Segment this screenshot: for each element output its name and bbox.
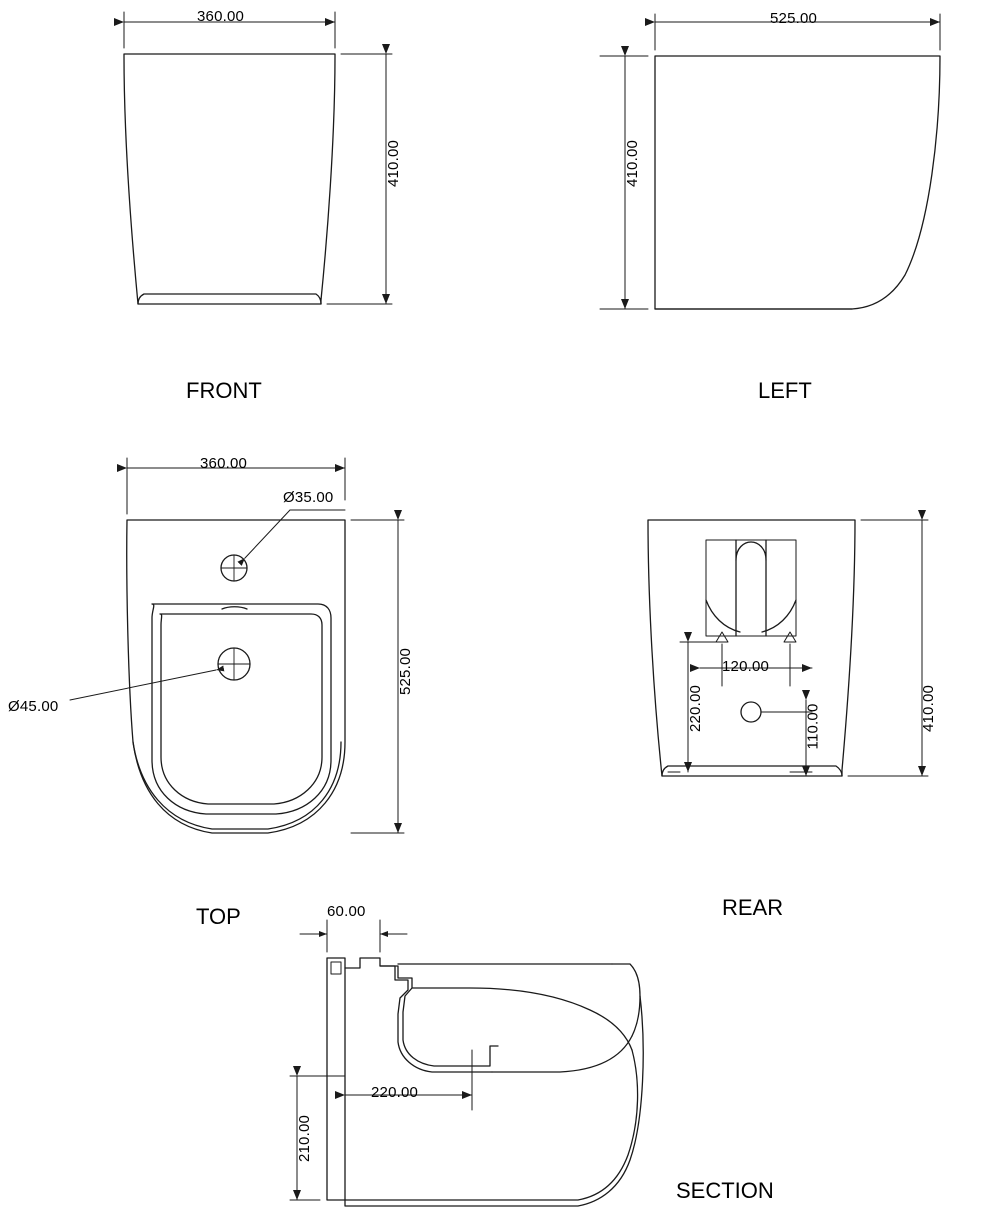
section-bowl-depth-label: 220.00 — [371, 1084, 419, 1101]
front-height-dimension — [327, 54, 392, 304]
view-label-top: TOP — [196, 904, 241, 929]
rear-view-outline — [648, 520, 855, 776]
section-view-outline — [327, 958, 643, 1206]
rear-height-dimension — [848, 520, 928, 776]
view-label-front: FRONT — [186, 378, 262, 403]
top-depth-dimension — [351, 520, 404, 833]
top-view-outline — [127, 520, 345, 833]
rear-fix-height-label: 220.00 — [687, 684, 705, 733]
rear-fixing-datums — [716, 632, 796, 642]
top-depth-label: 525.00 — [397, 647, 415, 696]
rear-fix-centres-label: 120.00 — [722, 658, 770, 675]
front-width-label: 360.00 — [197, 8, 245, 25]
tap-hole-leader — [245, 510, 345, 558]
view-label-left: LEFT — [758, 378, 812, 403]
section-bowl-depth-dimension — [345, 1050, 472, 1110]
waste-hole-leader — [70, 670, 216, 700]
top-width-label: 360.00 — [200, 455, 248, 472]
waste-hole-circle — [218, 648, 250, 680]
left-height-label: 410.00 — [624, 139, 642, 188]
section-bowl-height-label: 210.00 — [296, 1114, 314, 1163]
left-depth-label: 525.00 — [770, 10, 818, 27]
tap-hole-label: Ø35.00 — [283, 489, 334, 506]
view-label-rear: REAR — [722, 895, 784, 920]
waste-hole-label: Ø45.00 — [8, 698, 59, 715]
section-rim-dimension — [300, 920, 407, 952]
tap-hole-circle — [221, 555, 247, 581]
front-view-outline — [124, 54, 335, 304]
view-label-section: SECTION — [676, 1178, 774, 1203]
rear-waste-height-label: 110.00 — [804, 703, 822, 750]
left-view-outline — [655, 56, 940, 309]
section-rim-label: 60.00 — [327, 903, 366, 920]
front-height-label: 410.00 — [385, 139, 403, 188]
rear-height-label: 410.00 — [920, 684, 938, 733]
